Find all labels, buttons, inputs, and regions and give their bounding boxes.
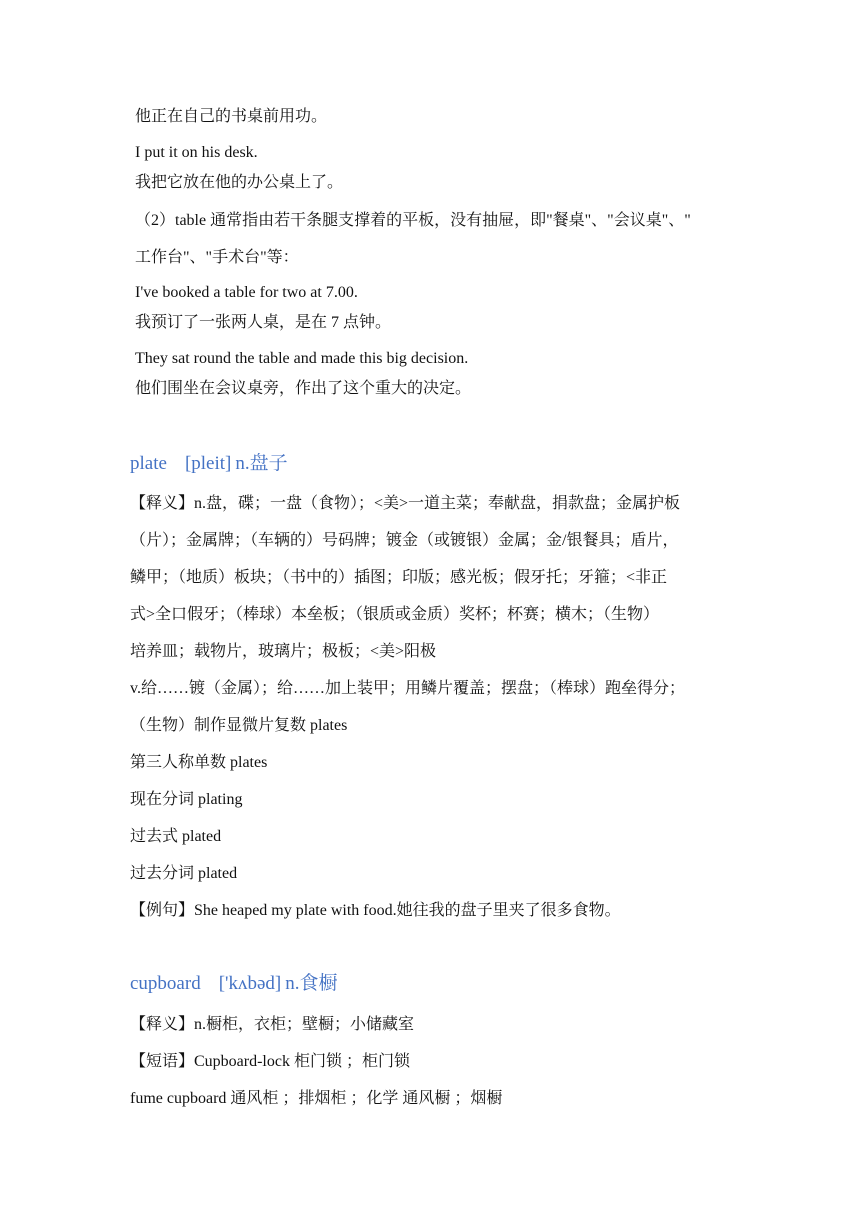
table-example-cn-2: 我把它放在他的办公桌上了。 — [135, 174, 344, 191]
table-example-en-4: They sat round the table and made this big decision. — [135, 350, 469, 367]
table-usage-note-2: 工作台"、"手术台"等： — [135, 249, 299, 266]
plate-heading — [130, 452, 288, 476]
plate-phonetic: [pleit] — [184, 453, 232, 474]
plate-verb-line-2: （生物）制作显微片复数 plates — [130, 717, 348, 734]
plate-definition-line-4: 式>全口假牙；（棒球）本垒板；（银质或金质）奖杯；杯赛；横木；（生物） — [130, 606, 660, 623]
plate-verb-line-1: v.给……镀（金属）；给……加上装甲；用鳞片覆盖；摆盘；（棒球）跑垒得分； — [130, 680, 685, 697]
cupboard-phrase-1: 【短语】Cupboard-lock 柜门锁 ；柜门锁 — [130, 1053, 410, 1070]
plate-definition-line-1: 【释义】n.盘，碟；一盘（食物）；<美>一道主菜；奉献盘，捐款盘；金属护板 — [130, 495, 681, 512]
plate-definition-line-3: 鳞甲；（地质）板块；（书中的）插图；印版；感光板；假牙托；牙箍；<非正 — [130, 569, 668, 586]
plate-definition-line-2: （片）；金属牌；（车辆的）号码牌；镀金（或镀银）金属；金/银餐具；盾片， — [130, 532, 679, 549]
cupboard-pos-meaning: n.食橱 — [285, 973, 338, 994]
cupboard-phonetic: ['kʌbəd] — [218, 973, 282, 994]
table-usage-note-1: （2）table 通常指由若干条腿支撑着的平板，没有抽屉，即"餐桌"、"会议桌"、" — [135, 212, 691, 229]
plate-present-participle: 现在分词 plating — [130, 791, 243, 808]
cupboard-definition: 【释义】n.橱柜，衣柜；壁橱；小储藏室 — [130, 1016, 415, 1033]
cupboard-phrase-2: fume cupboard 通风柜 ；排烟柜 ；化学 通风橱 ；烟橱 — [130, 1090, 503, 1107]
plate-third-person: 第三人称单数 plates — [130, 754, 268, 771]
table-example-cn-4: 他们围坐在会议桌旁，作出了这个重大的决定。 — [135, 380, 472, 397]
table-example-en-3: I've booked a table for two at 7.00. — [135, 284, 358, 301]
plate-past-participle: 过去分词 plated — [130, 865, 238, 882]
cupboard-heading — [130, 972, 337, 996]
table-example-en-2: I put it on his desk. — [135, 144, 258, 161]
cupboard-word: cupboard — [130, 973, 201, 994]
plate-word: plate — [130, 453, 167, 474]
plate-example: 【例句】She heaped my plate with food.她往我的盘子里夹了很多食物。 — [130, 902, 621, 919]
table-example-cn-3: 我预订了一张两人桌，是在 7 点钟。 — [135, 314, 392, 331]
plate-past-tense: 过去式 plated — [130, 828, 222, 845]
plate-definition-line-5: 培养皿；载物片，玻璃片；极板；<美>阳极 — [130, 643, 437, 660]
table-example-cn-1: 他正在自己的书桌前用功。 — [135, 108, 328, 125]
plate-pos-meaning: n.盘子 — [235, 453, 288, 474]
